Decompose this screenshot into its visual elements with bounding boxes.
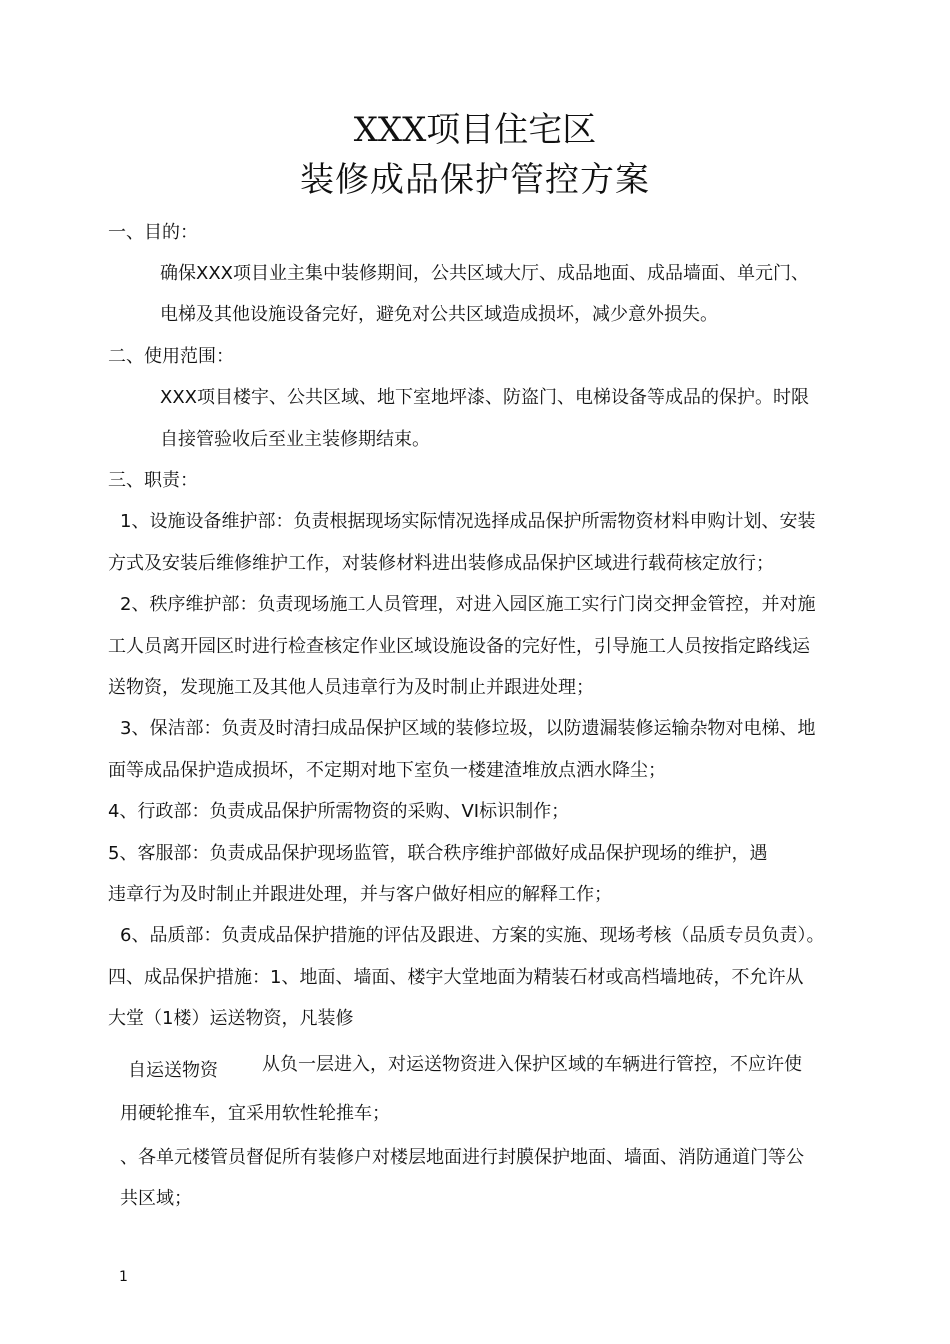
paragraph-line: 4、行政部：负责成品保护所需物资的采购、VI标识制作；: [108, 801, 570, 822]
paragraph-line: 2、秩序维护部：负责现场施工人员管理，对进入园区施工实行门岗交押金管控，并对施: [120, 594, 816, 615]
paragraph-line: 用硬轮推车，宜采用软性轮推车；: [120, 1103, 390, 1124]
paragraph-line: 确保XXX项目业主集中装修期间，公共区域大厅、成品地面、成品墙面、单元门、: [160, 263, 809, 284]
section-heading-scope: 二、使用范围：: [108, 346, 234, 367]
paragraph-line: 自接管验收后至业主装修期结束。: [160, 429, 430, 450]
paragraph-line: 共区域；: [120, 1188, 192, 1209]
page-number: 1: [119, 1269, 128, 1285]
paragraph-line: 6、品质部：负责成品保护措施的评估及跟进、方案的实施、现场考核（品质专员负责）。: [120, 925, 825, 946]
section-heading-purpose: 一、目的：: [108, 222, 198, 243]
document-title-line-1: XXX项目住宅区: [353, 110, 597, 150]
paragraph-line: 送物资，发现施工及其他人员违章行为及时制止并跟进处理；: [108, 677, 594, 698]
paragraph-line: 面等成品保护造成损坏，不定期对地下室负一楼建渣堆放点洒水降尘；: [108, 760, 666, 781]
paragraph-line: 违章行为及时制止并跟进处理，并与客户做好相应的解释工作；: [108, 884, 612, 905]
clipped-text-fragment: 自运送物资: [128, 1060, 218, 1081]
paragraph-line: XXX项目楼宇、公共区域、地下室地坪漆、防盗门、电梯设备等成品的保护。时限: [160, 387, 809, 408]
section-heading-duties: 三、职责：: [108, 470, 198, 491]
paragraph-line: 电梯及其他设施设备完好，避免对公共区域造成损坏，减少意外损失。: [160, 304, 718, 325]
paragraph-line: 方式及安装后维修维护工作，对装修材料进出装修成品保护区域进行载荷核定放行；: [108, 553, 774, 574]
paragraph-line: 从负一层进入，对运送物资进入保护区域的车辆进行管控，不应许使: [262, 1054, 802, 1075]
paragraph-line: 大堂（1楼）运送物资，凡装修: [108, 1008, 354, 1029]
section-heading-measures: 四、成品保护措施：1、地面、墙面、楼宇大堂地面为精装石材或高档墙地砖，不允许从: [108, 967, 804, 988]
paragraph-line: 、各单元楼管员督促所有装修户对楼层地面进行封膜保护地面、墙面、消防通道门等公: [120, 1147, 804, 1168]
document-title-line-2: 装修成品保护管控方案: [300, 160, 650, 200]
paragraph-line: 3、保洁部：负责及时清扫成品保护区域的装修垃圾，以防遗漏装修运输杂物对电梯、地: [120, 718, 816, 739]
paragraph-line: 工人员离开园区时进行检查核定作业区域设施设备的完好性，引导施工人员按指定路线运: [108, 636, 810, 657]
paragraph-line: 5、客服部：负责成品保护现场监管，联合秩序维护部做好成品保护现场的维护，遇: [108, 843, 768, 864]
paragraph-line: 1、设施设备维护部：负责根据现场实际情况选择成品保护所需物资材料申购计划、安装: [120, 511, 816, 532]
